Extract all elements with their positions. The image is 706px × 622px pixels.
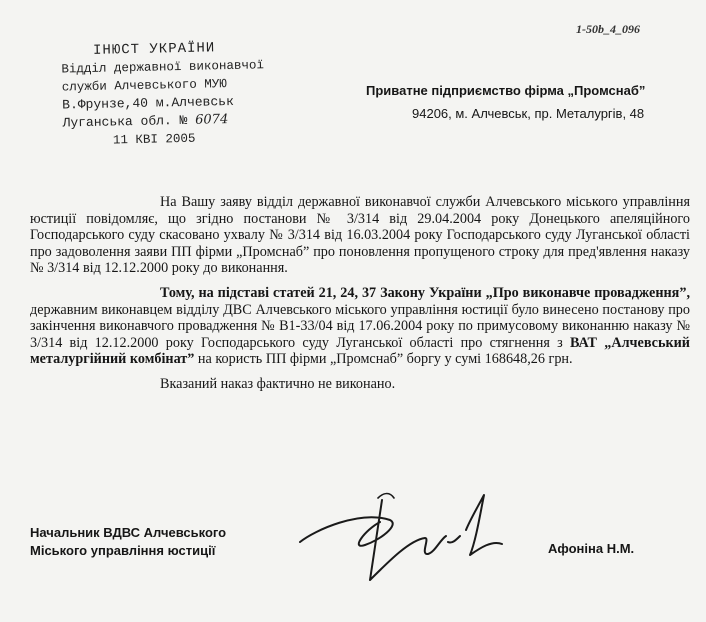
recipient-address: 94206, м. Алчевськ, пр. Металургів, 48 xyxy=(412,106,645,121)
letter-body xyxy=(30,194,690,401)
stamp-line-1: ІНЮСТ УКРАЇНИ xyxy=(92,40,216,59)
paragraph-2-text-2: на користь ПП фірми „Промснаб” боргу у сумі 168648,26 грн. xyxy=(194,351,573,368)
paragraph-2 xyxy=(30,285,690,368)
document-reference: 1-50b_4_096 xyxy=(576,22,640,36)
signatory-title xyxy=(30,524,226,560)
handwritten-signature xyxy=(270,470,520,590)
paragraph-1: На Вашу заяву відділ державної виконавчої служби Алчевського міського управління юстиції повідомляє, що згідно постанови № 3/314 від 29.04.2004 року Донецького апеляційного Господарського суду скасовано ухвалу № 3/314 від 16.03.2004 року Господарського суду Луганської області про задоволення заяви ПП фірми „Промснаб” про поновлення пропущеного строку для пред'явлення наказу № 3/314 від 12.12.2000 року до виконання. xyxy=(30,194,690,277)
paragraph-2-bold: Тому, на підставі статей 21, 24, 37 Закону України „Про виконавче провадження”, xyxy=(160,284,690,301)
stamp-line-4: В.Фрунзе,40 м.Алчевськ xyxy=(62,93,234,113)
signatory-title-line-2: Міського управління юстиції xyxy=(30,543,216,558)
signatory-name: Афоніна Н.М. xyxy=(548,541,635,556)
stamp-region: Луганська обл. № xyxy=(62,112,188,131)
paragraph-2-company: ВАТ „Алчевський металургійний комбінат” xyxy=(30,334,690,368)
stamp-date: 11 КВІ 2005 xyxy=(112,131,196,148)
paragraph-2-text-1: державним виконавцем відділу ДВС Алчевського міського управління юстиції було винесено постанову про закінчення виконавчого провадження № В1-33/04 від 17.06.2004 року по примусовому виконанню наказу № 3/314 від 12.12.2000 року Господарського суду Луганської області про стягнення з xyxy=(30,301,690,351)
stamp-line-2: Відділ державної виконавчої xyxy=(61,58,265,77)
signatory-title-line-1: Начальник ВДВС Алчевського xyxy=(30,525,227,540)
stamp-handwritten-number: 6074 xyxy=(195,112,229,128)
registration-stamp xyxy=(61,37,303,150)
stamp-line-3: служби Алчевського МУЮ xyxy=(61,77,227,95)
recipient-company: Приватне підприємство фірма „Промснаб” xyxy=(366,83,646,98)
paragraph-3: Вказаний наказ фактично не виконано. xyxy=(160,375,396,392)
